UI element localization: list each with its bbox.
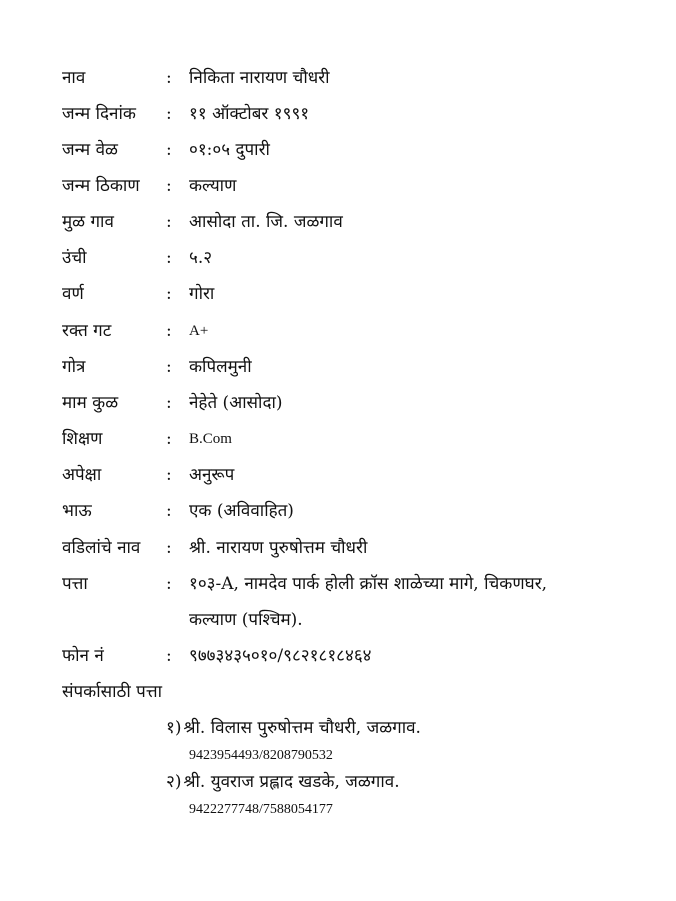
detail-value: कल्याण [189, 176, 237, 196]
detail-value: निकिता नारायण चौधरी [189, 68, 330, 88]
detail-label: फोन नं [62, 646, 104, 666]
contact-phone: 9422277748/7588054177 [189, 802, 333, 817]
detail-label: अपेक्षा [62, 465, 102, 485]
contact-name: श्री. युवराज प्रह्लाद खडके, जळगाव. [183, 772, 400, 792]
detail-label: पत्ता [62, 574, 88, 594]
detail-value: एक (अविवाहित) [189, 501, 294, 521]
contact-heading: संपर्कासाठी पत्ता [62, 682, 162, 702]
detail-value: ११ ऑक्टोबर १९९१ [189, 104, 310, 124]
detail-value: श्री. नारायण पुरुषोत्तम चौधरी [189, 538, 368, 558]
detail-label: माम कुळ [62, 393, 119, 413]
detail-separator: : [166, 646, 172, 666]
detail-separator: : [166, 68, 172, 88]
detail-value: ९७७३४३५०१०/९८२१८१८४६४ [189, 646, 372, 666]
detail-value: ५.२ [189, 248, 213, 268]
detail-separator: : [166, 248, 172, 268]
detail-label: रक्त गट [62, 321, 112, 341]
detail-label: शिक्षण [62, 429, 103, 449]
detail-separator: : [166, 574, 172, 594]
detail-label: जन्म वेळ [62, 140, 118, 160]
detail-separator: : [166, 393, 172, 413]
contact-phone: 9423954493/8208790532 [189, 748, 333, 763]
detail-label: भाऊ [62, 501, 92, 521]
detail-separator: : [166, 284, 172, 304]
contact-name: श्री. विलास पुरुषोत्तम चौधरी, जळगाव. [183, 718, 421, 738]
detail-separator: : [166, 357, 172, 377]
detail-label: उंची [62, 248, 87, 268]
contact-number: १) [166, 718, 182, 738]
detail-label: मुळ गाव [62, 212, 114, 232]
detail-label: नाव [62, 68, 86, 88]
detail-label: गोत्र [62, 357, 86, 377]
detail-value: १०३-A, नामदेव पार्क होली क्रॉस शाळेच्या मागे, चिकणघर, [189, 574, 548, 594]
detail-separator: : [166, 140, 172, 160]
detail-separator: : [166, 212, 172, 232]
detail-separator: : [166, 104, 172, 124]
contact-item [166, 717, 421, 739]
detail-value: ०१:०५ दुपारी [189, 140, 270, 160]
detail-separator: : [166, 501, 172, 521]
detail-value: कपिलमुनी [189, 357, 252, 377]
detail-value: आसोदा ता. जि. जळगाव [189, 212, 343, 232]
detail-separator: : [166, 176, 172, 196]
detail-separator: : [166, 429, 172, 449]
detail-label: जन्म ठिकाण [62, 176, 140, 196]
contact-number: २) [166, 772, 182, 792]
contact-item [166, 771, 400, 793]
detail-value: अनुरूप [189, 465, 235, 485]
detail-value: गोरा [189, 284, 215, 304]
detail-label: जन्म दिनांक [62, 104, 136, 124]
detail-value: B.Com [189, 431, 232, 447]
detail-label: वर्ण [62, 284, 84, 304]
detail-value: कल्याण (पश्चिम). [189, 610, 303, 630]
detail-separator: : [166, 465, 172, 485]
detail-label: वडिलांचे नाव [62, 538, 141, 558]
detail-value: नेहेते (आसोदा) [189, 393, 283, 413]
detail-value: A+ [189, 323, 209, 339]
detail-separator: : [166, 538, 172, 558]
detail-separator: : [166, 321, 172, 341]
